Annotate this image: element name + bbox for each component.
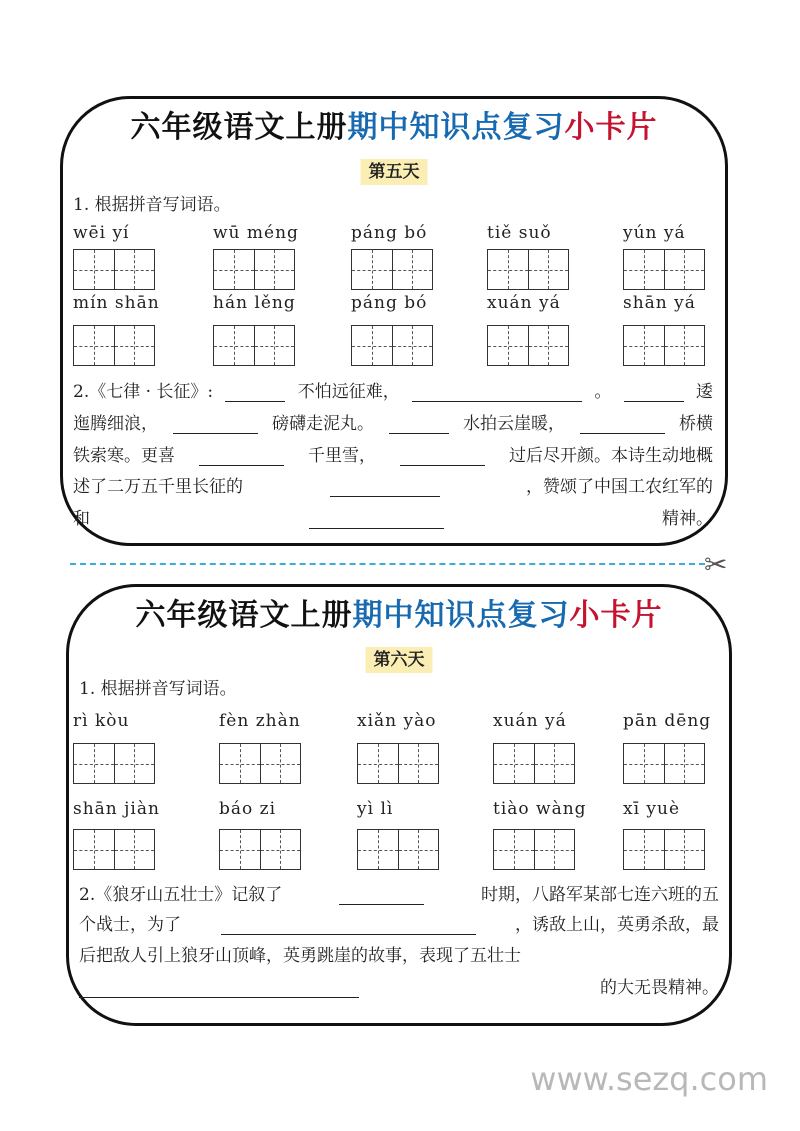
fill-blank[interactable] xyxy=(400,447,485,466)
fill-blank[interactable] xyxy=(79,979,359,998)
pinyin-label: shān jiàn xyxy=(73,799,160,819)
day-badge: 第五天 xyxy=(361,159,428,185)
question-text: 。 xyxy=(594,382,612,402)
writing-grid[interactable] xyxy=(351,249,433,290)
question-2-line xyxy=(79,944,719,966)
title-card: 小卡片 xyxy=(564,110,658,145)
pinyin-label: tiě suǒ xyxy=(487,223,552,243)
writing-grid[interactable] xyxy=(213,249,295,290)
fill-blank[interactable] xyxy=(199,447,284,466)
pinyin-label: páng bó xyxy=(351,293,428,313)
pinyin-label: shān yá xyxy=(623,293,696,313)
writing-grid[interactable] xyxy=(219,829,301,870)
fill-blank[interactable] xyxy=(339,886,424,905)
scissors-icon: ✂ xyxy=(704,548,728,581)
pinyin-label: xuán yá xyxy=(493,711,567,731)
question-2-line xyxy=(79,913,719,935)
writing-grid[interactable] xyxy=(73,829,155,870)
writing-grid[interactable] xyxy=(213,325,295,366)
writing-grid[interactable] xyxy=(493,743,575,784)
day-badge: 第六天 xyxy=(366,647,433,673)
title-grade: 六年级语文上册 xyxy=(130,110,348,145)
question-text: 桥横 xyxy=(679,414,713,434)
pinyin-label: yì lì xyxy=(357,799,394,819)
question-text: 不怕远征难， xyxy=(297,382,400,402)
fill-blank[interactable] xyxy=(412,383,582,402)
pinyin-label: pān dēng xyxy=(623,711,712,731)
watermark: www.sezq.com xyxy=(530,1060,768,1098)
question-text: ，赞颂了中国工农红军的 xyxy=(526,477,713,497)
review-card-day5 xyxy=(60,96,728,546)
pinyin-label: wū méng xyxy=(213,223,299,243)
question-text: 的大无畏精神。 xyxy=(600,978,719,998)
writing-grid[interactable] xyxy=(73,249,155,290)
pinyin-label: xuán yá xyxy=(487,293,561,313)
fill-blank[interactable] xyxy=(225,383,285,402)
question-text: 2.《七律 · 长征》: xyxy=(73,382,214,402)
question-2-line xyxy=(79,976,719,998)
writing-grid[interactable] xyxy=(73,743,155,784)
fill-blank[interactable] xyxy=(389,415,449,434)
writing-grid[interactable] xyxy=(73,325,155,366)
question-text: 时期，八路军某部七连六班的五 xyxy=(480,885,719,905)
fill-blank[interactable] xyxy=(309,510,444,529)
question-text: 逶 xyxy=(695,382,713,402)
question-text: 水拍云崖暖， xyxy=(463,414,565,434)
question-text: 个战士，为了 xyxy=(79,915,181,935)
fill-blank[interactable] xyxy=(624,383,684,402)
question-2-line xyxy=(73,475,713,497)
pinyin-label: páng bó xyxy=(351,223,428,243)
question-text: 后把敌人引上狼牙山顶峰，英勇跳崖的故事，表现了五壮士 xyxy=(79,946,521,966)
pinyin-label: xiǎn yào xyxy=(357,711,437,731)
card-title xyxy=(63,109,725,147)
pinyin-label: fèn zhàn xyxy=(219,711,301,731)
question-text: 和 xyxy=(73,509,90,529)
question-text: 铁索寒。更喜 xyxy=(73,446,175,466)
question-text: 迤腾细浪， xyxy=(73,414,158,434)
review-card-day6 xyxy=(66,584,732,1026)
writing-grid[interactable] xyxy=(623,829,705,870)
pinyin-label: wēi yí xyxy=(73,223,130,243)
question-1-label: 1. 根据拼音写词语。 xyxy=(73,195,231,215)
writing-grid[interactable] xyxy=(487,249,569,290)
title-topic: 期中知识点复习 xyxy=(352,598,570,633)
fill-blank[interactable] xyxy=(173,415,258,434)
pinyin-label: rì kòu xyxy=(73,711,130,731)
title-topic: 期中知识点复习 xyxy=(347,110,565,145)
question-text: ，诱敌上山，英勇杀敌，最 xyxy=(515,915,719,935)
question-2-line xyxy=(73,444,713,466)
pinyin-label: xī yuè xyxy=(623,799,681,819)
question-2-line xyxy=(79,883,719,905)
fill-blank[interactable] xyxy=(221,916,476,935)
title-card: 小卡片 xyxy=(569,598,663,633)
writing-grid[interactable] xyxy=(351,325,433,366)
writing-grid[interactable] xyxy=(623,249,705,290)
writing-grid[interactable] xyxy=(357,829,439,870)
card-title xyxy=(69,597,729,635)
question-2-line xyxy=(73,380,713,402)
question-text: 精神。 xyxy=(662,509,713,529)
pinyin-label: hán lěng xyxy=(213,293,296,313)
writing-grid[interactable] xyxy=(623,743,705,784)
writing-grid[interactable] xyxy=(219,743,301,784)
pinyin-label: tiào wàng xyxy=(493,799,587,819)
writing-grid[interactable] xyxy=(623,325,705,366)
pinyin-label: yún yá xyxy=(623,223,686,243)
question-2-line xyxy=(73,507,713,529)
cut-line xyxy=(70,563,705,565)
title-grade: 六年级语文上册 xyxy=(135,598,353,633)
writing-grid[interactable] xyxy=(493,829,575,870)
question-2-line xyxy=(73,412,713,434)
pinyin-label: mín shān xyxy=(73,293,160,313)
question-text: 磅礴走泥丸。 xyxy=(272,414,374,434)
pinyin-label: báo zi xyxy=(219,799,277,819)
question-text: 述了二万五千里长征的 xyxy=(73,477,243,497)
writing-grid[interactable] xyxy=(357,743,439,784)
question-1-label: 1. 根据拼音写词语。 xyxy=(79,679,237,699)
question-text: 过后尽开颜。本诗生动地概 xyxy=(509,446,713,466)
writing-grid[interactable] xyxy=(487,325,569,366)
fill-blank[interactable] xyxy=(330,478,440,497)
fill-blank[interactable] xyxy=(580,415,665,434)
question-text: 2.《狼牙山五壮士》记叙了 xyxy=(79,885,283,905)
question-text: 千里雪， xyxy=(308,446,376,466)
